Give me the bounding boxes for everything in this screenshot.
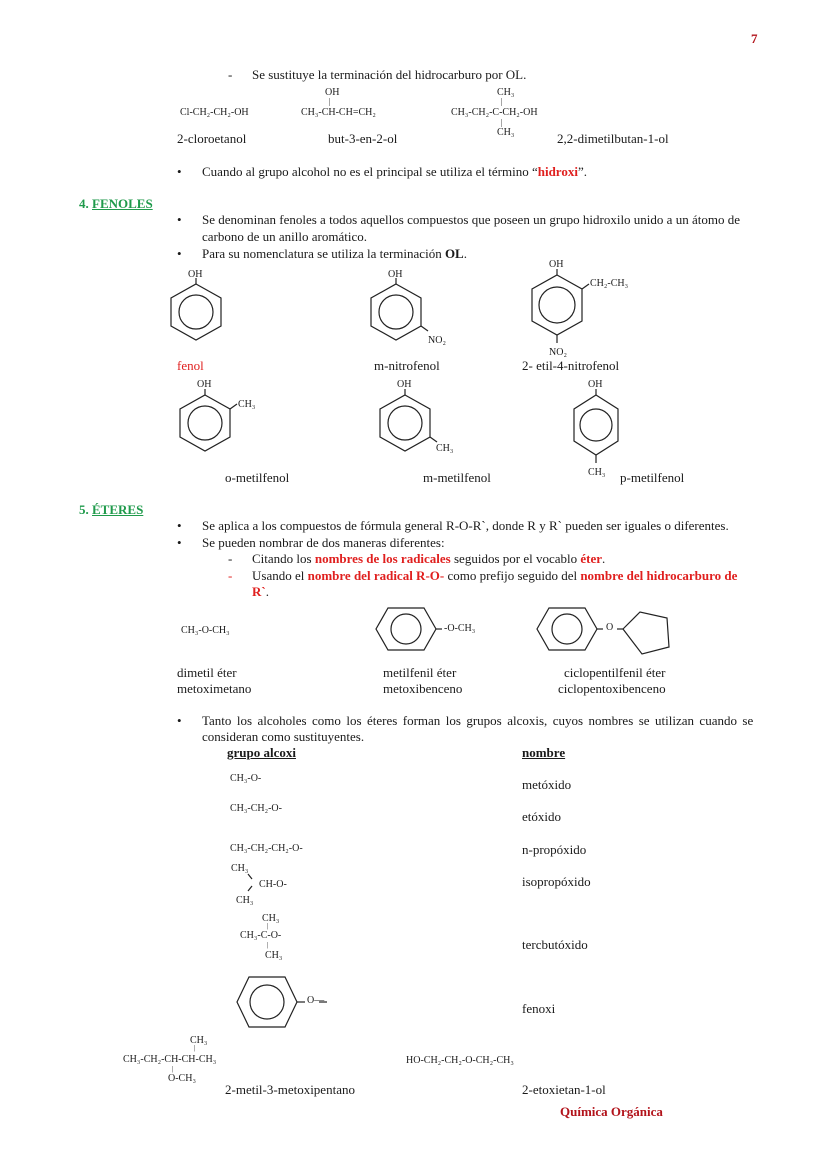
bond-line: | [501, 118, 503, 127]
table-header-nombre: nombre [522, 745, 566, 760]
oh-label: OH [388, 269, 403, 280]
naming-way-2 [252, 568, 737, 584]
bond-line: | [267, 941, 269, 949]
no2-label: NO₂ [428, 335, 446, 346]
table-row-group-bottom: CH₃ [265, 950, 283, 961]
name-o-metilfenol: o-metilfenol [225, 470, 290, 485]
section-heading-eteres [79, 502, 143, 518]
eteres-bullet-2: • Se pueden nombrar de dos maneras diferentes: [202, 535, 445, 551]
table-header-grupo-alcoxi: grupo alcoxi [227, 745, 296, 760]
formula-2-cloroetanol: Cl-CH₂-CH₂-OH [180, 107, 249, 118]
fenoles-bullet-1-cont: carbono de un anillo aromático. [202, 229, 367, 244]
formula-ch3-top: CH₃ [497, 87, 515, 98]
table-row-name: fenoxi [522, 1001, 556, 1016]
formula-bottom: O-CH₃ [168, 1073, 196, 1084]
alcoxi-bullet: • Tanto los alcoholes como los éteres forman los grupos alcoxis, cuyos nombres se utilizan cuando se [202, 713, 753, 729]
name-dimetil-eter: dimetil éter [177, 665, 237, 680]
oh-label: OH [588, 379, 603, 390]
way1-pre: Citando los [252, 551, 315, 566]
name-metoxibenceno: metoxibenceno [383, 681, 463, 696]
name-2-cloroetanol: 2-cloroetanol [177, 131, 247, 146]
formula-2-metil-3-metoxipentano: CH₃-CH₂-CH-CH-CH₃ [123, 1054, 217, 1065]
dash-marker: - [228, 67, 233, 82]
table-row-group-top: CH₃ [231, 863, 249, 874]
benzene-cyclopentane-icon [537, 608, 677, 658]
benzene-ring-icon [566, 395, 636, 475]
formula-ch3-bottom: CH₃ [497, 127, 515, 138]
benzene-ring-icon [166, 284, 226, 354]
table-row-name: etóxido [522, 809, 561, 824]
formula-dimetil-eter: CH₃-O-CH₃ [181, 625, 230, 636]
formula-2-2-dimetilbutanol: CH₃-CH₂-C-CH₂-OH [451, 107, 538, 118]
oxygen-label: O [606, 622, 614, 633]
formula-oh-top: OH [325, 87, 340, 98]
way1-red: nombres de los radicales [314, 551, 451, 566]
way1-post: . [602, 551, 606, 566]
way2-mid: como prefijo seguido del [444, 568, 581, 583]
way2-pre: Usando el [252, 568, 308, 583]
way2-post: . [265, 584, 269, 599]
name-but-3-en-2-ol: but-3-en-2-ol [328, 131, 398, 146]
name-m-metilfenol: m-metilfenol [423, 470, 491, 485]
way2-red2: nombre del hidrocarburo de [580, 568, 738, 583]
bullet2-pre: Para su nomenclatura se utiliza la terminación [202, 246, 445, 261]
bond-line: | [194, 1044, 196, 1052]
heading-text: FENOLES [92, 196, 153, 211]
name-fenol: fenol [177, 358, 204, 373]
formula-2-etoxietanol: HO-CH₂-CH₂-O-CH₂-CH₃ [406, 1055, 514, 1066]
no2-label: NO₂ [549, 347, 567, 358]
name-metoximetano: metoximetano [177, 681, 252, 696]
way2-red: nombre del radical R-O- [307, 568, 445, 583]
ethyl-label: CH₂-CH₃ [590, 278, 629, 289]
heading-text: ÉTERES [92, 502, 144, 517]
oh-label: OH [197, 379, 212, 390]
table-row-group: CH₃-CH₂-O- [230, 803, 282, 814]
naming-way-2-cont [252, 584, 269, 600]
way1-red2: éter [580, 551, 603, 566]
bond-line: | [501, 97, 503, 106]
name-m-nitrofenol: m-nitrofenol [374, 358, 440, 373]
ch3-label: CH₃ [436, 443, 454, 454]
table-row-group: CH₃-O- [230, 773, 262, 784]
fenoles-bullet-1: • Se denominan fenoles a todos aquellos compuestos que poseen un grupo hidroxilo unido a un átomo de [202, 212, 740, 228]
section-heading-fenoles [79, 196, 153, 212]
table-row-name: metóxido [522, 777, 572, 792]
name-2-2-dimetilbutanol: 2,2-dimetilbutan-1-ol [557, 131, 669, 146]
name-metilfenil-eter: metilfenil éter [383, 665, 457, 680]
oxygen-label: O— [307, 995, 325, 1006]
bullet2-bold: OL [444, 246, 464, 261]
hidroxi-note-post: ”. [577, 164, 587, 179]
oh-label: OH [549, 259, 564, 270]
oh-label: OH [188, 269, 203, 280]
name-p-metilfenol: p-metilfenol [620, 470, 685, 485]
ch3-label: CH₃ [238, 399, 256, 410]
page-number: 7 [751, 31, 758, 46]
table-row-group: CH₃-CH₂-CH₂-O- [230, 843, 303, 854]
formula-och3: -O-CH₃ [444, 623, 476, 634]
hidroxi-note-pre: Cuando al grupo alcohol no es el principal se utiliza el término “ [202, 164, 538, 179]
table-row-group: CH₃-C-O- [240, 930, 282, 941]
bullet2-post: . [463, 246, 467, 261]
bond-line: | [267, 922, 269, 930]
name-2-etil-4-nitrofenol: 2- etil-4-nitrofenol [522, 358, 620, 373]
table-row-group-top: CH₃ [262, 913, 280, 924]
name-2-etoxietan-1-ol: 2-etoxietan-1-ol [522, 1082, 606, 1097]
footer-title: Química Orgánica [560, 1104, 663, 1119]
table-row-group-bottom: CH₃ [236, 895, 254, 906]
oh-label: OH [397, 379, 412, 390]
name-ciclopentoxibenceno: ciclopentoxibenceno [558, 681, 666, 696]
table-row-group: CH-O- [259, 879, 287, 890]
heading-number: 5. [79, 502, 89, 517]
formula-but-3-en-2-ol: CH₃-CH-CH=CH₂ [301, 107, 376, 118]
eteres-bullet-1: • Se aplica a los compuestos de fórmula general R-O-R`, donde R y R` pueden ser iguales o diferentes. [202, 518, 729, 534]
ch3-label: CH₃ [588, 467, 606, 478]
heading-number: 4. [79, 196, 89, 211]
table-row-name: n-propóxido [522, 842, 587, 857]
alcoxi-bullet-cont: consideran como sustituyentes. [202, 729, 365, 744]
bond-line: | [172, 1065, 174, 1073]
table-row-name: isopropóxido [522, 874, 591, 889]
benzene-ring-icon [375, 395, 465, 465]
naming-way-1 [252, 551, 605, 567]
table-row-name: tercbutóxido [522, 937, 588, 952]
name-ciclopentilfenil-eter: ciclopentilfenil éter [564, 665, 666, 680]
dash-marker: - [228, 551, 233, 566]
formula-top: CH₃ [190, 1035, 208, 1046]
hidroxi-note [202, 164, 587, 180]
bond-line: | [329, 97, 331, 106]
name-2-metil-3-metoxipentano: 2-metil-3-metoxipentano [225, 1082, 355, 1097]
way2-red3: R` [252, 584, 266, 599]
hidroxi-term: hidroxi [537, 164, 578, 179]
alcohol-rule: Se sustituye la terminación del hidrocarburo por OL. [252, 67, 527, 82]
dash-marker: - [228, 568, 233, 583]
way1-mid: seguidos por el vocablo [450, 551, 581, 566]
fenoles-bullet-2 [202, 246, 467, 262]
